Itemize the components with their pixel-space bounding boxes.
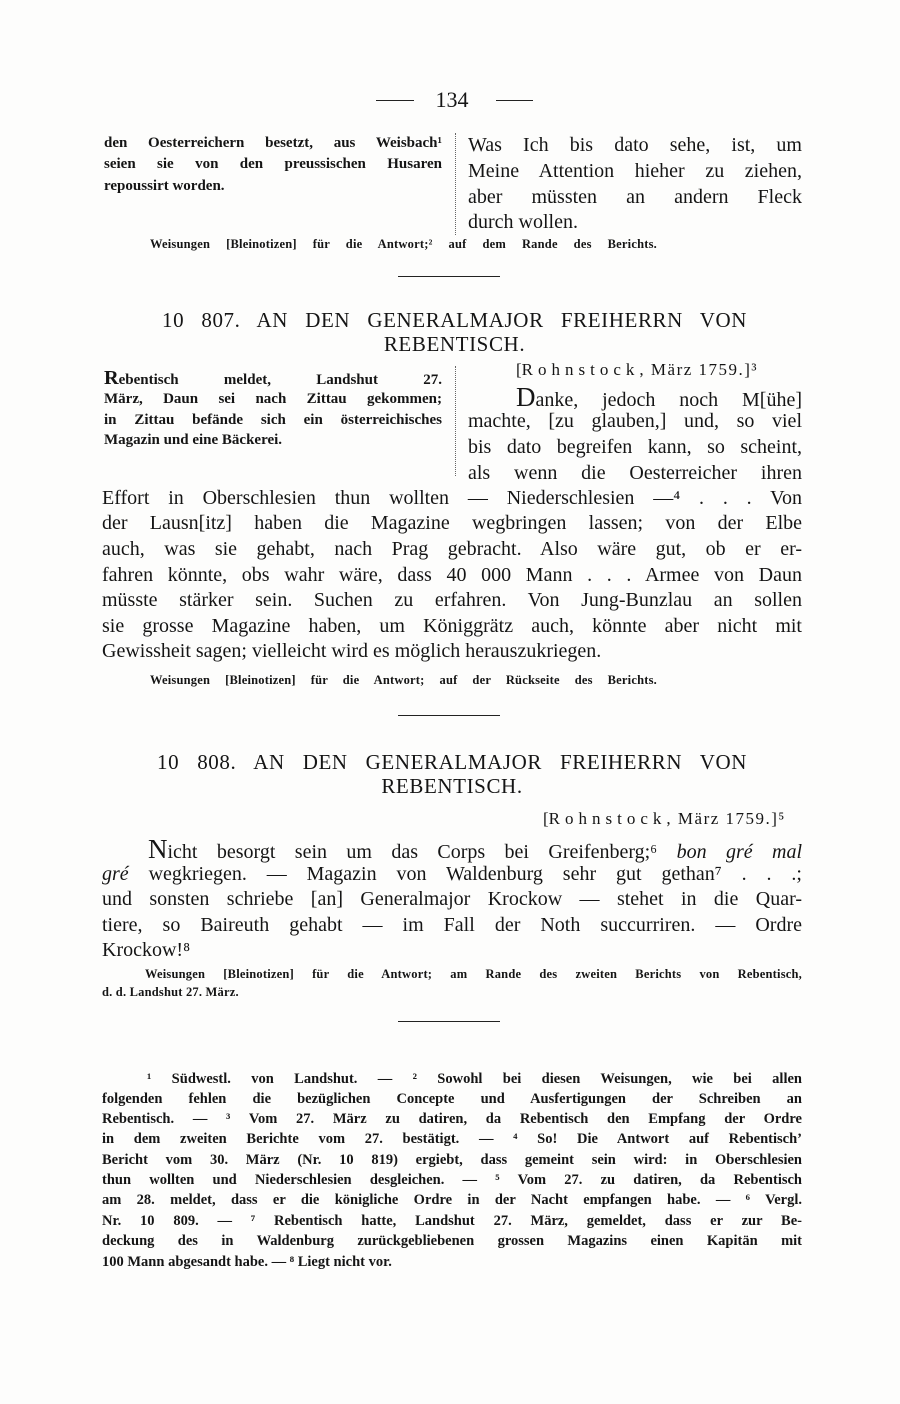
footnote-line: deckung des in Waldenburg zurückgebliebenen grossen Magazins einen Kapitän mit — [102, 1233, 802, 1249]
reply-line: sie grosse Magazine haben, um Königgrätz auch, könnte aber nicht mit — [102, 615, 802, 637]
report-summary-line: Rebentisch meldet, Landshut 27. — [104, 367, 442, 389]
footnote-line: Nr. 10 809. — ⁷ Rebentisch hatte, Landshut 27. März, gemeldet, dass er zur Be- — [102, 1213, 802, 1229]
letter-title: AN DEN GENERALMAJOR FREIHERRN VON — [256, 308, 747, 332]
letter-number: 10 808. — [157, 750, 237, 774]
footnote-line: ¹ Südwestl. von Landshut. — ² Sowohl bei diesen Weisungen, wie bei allen — [147, 1071, 802, 1087]
reply-line: fahren könnte, obs wahr wäre, dass 40 000 Mann . . . Armee von Daun — [102, 564, 802, 586]
continued-reply-line: aber müssten an andern Fleck — [468, 186, 802, 208]
footnote-line: am 28. meldet, dass er die königliche Ordre in der Nacht empfangen habe. — ⁶ Vergl. — [102, 1192, 802, 1208]
continued-note: Weisungen [Bleinotizen] für die Antwort;² auf dem Rande des Berichts. — [150, 237, 657, 251]
report-summary-line: Magazin und eine Bäckerei. — [104, 432, 283, 448]
page-number-rule-left — [376, 100, 414, 101]
continued-reply-line: Was Ich bis dato sehe, ist, um — [468, 134, 802, 156]
letter-number: 10 807. — [162, 308, 241, 332]
body-italic-phrase: gré — [102, 863, 129, 885]
dateline — [516, 359, 758, 381]
letter-title-continued: REBENTISCH. — [381, 774, 523, 798]
letter-body-line: tiere, so Baireuth gehabt — im Fall der Noth succurriren. — Ordre — [102, 914, 802, 936]
reply-line: Effort in Oberschlesien thun wollten — Niederschlesien —⁴ . . . Von — [102, 487, 802, 509]
dateline-bracket: [ — [543, 809, 549, 828]
dateline-place: Rohnstock — [548, 809, 667, 828]
column-separator — [455, 366, 456, 476]
continued-reply-line: durch wollen. — [468, 211, 578, 233]
footnote-line: Bericht vom 30. März (Nr. 10 819) ergiebt, dass gemeint sein wird: in Oberschlesien — [102, 1152, 802, 1168]
body-text: wegkriegen. — Magazin von Waldenburg sehr gut gethan⁷ . . .; — [128, 863, 802, 885]
continued-summary-line: repoussirt worden. — [104, 178, 225, 194]
source-note-line: d. d. Landshut 27. März. — [102, 985, 239, 999]
footnote-line: folgenden fehlen die bezüglichen Concepte und Ausfertigungen der Schreiben an — [102, 1091, 802, 1107]
dateline-place: Rohnstock — [521, 360, 640, 379]
footnote-line: Rebentisch. — ³ Vom 27. März zu datiren, da Rebentisch den Empfang der Ordre — [102, 1111, 802, 1127]
reply-line: der Lausn[itz] haben die Magazine wegbringen lassen; von der Elbe — [102, 512, 802, 534]
page-number: 134 — [435, 87, 469, 112]
letter-title: AN DEN GENERALMAJOR FREIHERRN VON — [253, 750, 747, 774]
reply-line: müsste stärker sein. Suchen zu erfahren. Von Jung-Bunzlau an sollen — [102, 589, 802, 611]
source-note: Weisungen [Bleinotizen] für die Antwort; auf der Rückseite des Berichts. — [150, 673, 657, 687]
report-summary-line: in Zittau befände sich ein österreichisches — [104, 412, 442, 428]
letter-body-line: und sonsten schriebe [an] Generalmajor Krockow — stehet in die Quar- — [102, 888, 802, 910]
letter-title-continued: REBENTISCH. — [383, 332, 526, 356]
letter-body-line — [102, 861, 802, 887]
section-divider — [398, 1021, 500, 1022]
reply-line: bis dato begreifen kann, so scheint, — [468, 436, 802, 458]
reply-line: Danke, jedoch noch M[ühe] — [516, 382, 802, 412]
letter-body-line — [148, 836, 802, 862]
dateline-bracket: [ — [516, 360, 522, 379]
dateline-date: , März 1759.]⁵ — [666, 809, 786, 828]
reply-line: als wenn die Oesterreicher ihren — [468, 462, 802, 484]
body-text: Nicht besorgt sein um das Corps bei Greifenberg;⁶ — [148, 834, 677, 864]
footnote-line: 100 Mann abgesandt habe. — ⁸ Liegt nicht vor. — [102, 1254, 392, 1270]
footnote-line: in dem zweiten Berichte vom 27. bestätigt. — ⁴ So! Die Antwort auf Rebentisch’ — [102, 1131, 802, 1147]
continued-summary-line: seien sie von den preussischen Husaren — [104, 156, 442, 172]
report-summary-line: März, Daun sei nach Zittau gekommen; — [104, 391, 442, 407]
dateline-date: , März 1759.]³ — [639, 360, 759, 379]
reply-line: auch, was sie gehabt, nach Prag gebracht. Also wäre gut, ob er er- — [102, 538, 802, 560]
letter-body-line: Krockow!⁸ — [102, 939, 191, 961]
reply-line: machte, [zu glauben,] und, so viel — [468, 410, 802, 432]
footnote-line: thun wollten und Niederschlesien desgleichen. — ⁵ Vom 27. zu datiren, da Rebentisch — [102, 1172, 802, 1188]
source-note-line: Weisungen [Bleinotizen] für die Antwort; am Rande des zweiten Berichts von Rebentisch, — [145, 967, 802, 981]
body-italic-phrase: bon gré mal — [676, 841, 803, 863]
letter-heading-line — [162, 307, 747, 333]
letter-heading-line — [157, 749, 747, 775]
continued-summary-line: den Oesterreichern besetzt, aus Weisbach¹ — [104, 135, 442, 151]
reply-line: Gewissheit sagen; vielleicht wird es möglich herauszukriegen. — [102, 640, 602, 662]
page-number-rule-right — [496, 100, 533, 101]
section-divider — [398, 276, 500, 277]
section-divider — [398, 715, 500, 716]
dateline — [543, 808, 786, 830]
column-separator — [455, 133, 456, 235]
continued-reply-line: Meine Attention hieher zu ziehen, — [468, 160, 802, 182]
